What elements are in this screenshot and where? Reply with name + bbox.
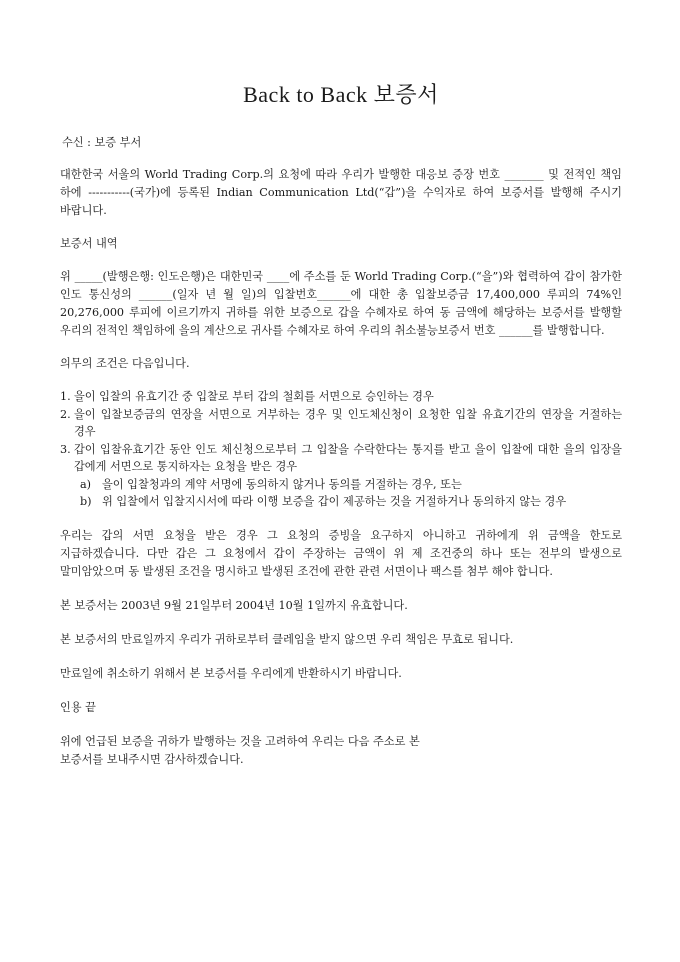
condition-number: 2.	[60, 407, 71, 421]
condition-item	[60, 441, 622, 511]
condition-text: 갑이 입찰유효기간 동안 인도 체신청으로부터 그 입찰을 수락한다는 통지를 받고 을이 입찰에 대한 을의 입장을 갑에게 서면으로 통지하자는 요청을 받은 경우	[74, 442, 622, 473]
subcondition-item	[80, 493, 622, 511]
subcondition-text: 위 입찰에서 입찰지시서에 따라 이행 보증을 갑이 제공하는 것을 거절하거나 동의하지 않는 경우	[102, 495, 567, 508]
conditions-list	[60, 388, 622, 511]
condition-item	[60, 406, 622, 441]
return-paragraph: 만료일에 취소하기 위해서 본 보증서를 우리에게 반환하시기 바랍니다.	[60, 666, 402, 680]
closing-line: 인용 끝	[60, 700, 96, 714]
subcondition-text: 을이 입찰청과의 계약 서명에 동의하지 않거나 동의를 거절하는 경우, 또는	[102, 477, 462, 491]
subcondition-label: a)	[80, 477, 92, 491]
condition-text: 을이 입찰보증금의 연장을 서면으로 거부하는 경우 및 인도체신청이 요청한 입찰 유효기간의 연장을 거절하는 경우	[74, 407, 622, 438]
subconditions-list	[74, 476, 622, 511]
recipient-line: 수신 : 보증 부서	[62, 136, 142, 149]
payment-paragraph: 우리는 갑의 서면 요청을 받은 경우 그 요청의 증빙을 요구하지 아니하고 귀하에게 위 금액을 한도로 지급하겠습니다. 다만 갑은 그 요청에서 갑이 주장하는 금액이 위 제 조건중의 하나 또는 전부의 발생으로 말미암았으며 동 발생된 조건을 명시하고 발생된 조건에 관한 관련 서면이나 팩스를 첨부 해야 합니다.	[60, 528, 622, 578]
validity-paragraph: 본 보증서는 2003년 9월 21일부터 2004년 10월 1일까지 유효합니다.	[60, 598, 408, 612]
details-heading: 보증서 내역	[60, 237, 118, 250]
condition-item	[60, 388, 622, 406]
condition-number: 3.	[60, 442, 71, 456]
subcondition-item	[80, 476, 622, 494]
details-paragraph: 위 _____(발행은행: 인도은행)은 대한민국 ____에 주소를 둔 World Trading Corp.(“을”)와 협력하여 갑이 참가한 인도 통신성의 ______(일자 년 월 일)의 입찰번호______에 대한 총 입찰보증금 17,400,000 루피의 74%인 20,276,000 루피에 이르기까지 귀하를 위한 보증으로 갑을 수혜자로 하여 동 금액에 해당하는 보증서를 발행할 우리의 전적인 책임하에 을의 계산으로 귀사를 수혜자로 하여 우리의 취소불능보증서 번호 ______를 발행합니다.	[60, 270, 622, 337]
intro-paragraph: 대한한국 서울의 World Trading Corp.의 요청에 따라 우리가 발행한 대응보 증장 번호 _______ 및 전적인 책임 하에 -----------(국가)에 등록된 Indian Communication Ltd(“갑”)을 수익자로 하여 보증서를 발행해 주시기 바랍니다.	[60, 168, 622, 217]
condition-text: 을이 입찰의 유효기간 중 입찰로 부터 갑의 철회를 서면으로 승인하는 경우	[74, 390, 434, 403]
page-title: Back to Back 보증서	[243, 82, 439, 107]
condition-number: 1.	[60, 390, 71, 403]
request-line: 보증서를 보내주시면 감사하겠습니다.	[60, 752, 244, 766]
subcondition-label: b)	[80, 495, 92, 508]
request-paragraph	[60, 733, 622, 769]
request-line: 위에 언급된 보증을 귀하가 발행하는 것을 고려하여 우리는 다음 주소로 본	[60, 734, 420, 748]
expiry-paragraph: 본 보증서의 만료일까지 우리가 귀하로부터 클레임을 받지 않으면 우리 책임은 무효로 됩니다.	[60, 632, 514, 646]
conditions-heading: 의무의 조건은 다음입니다.	[60, 357, 190, 370]
